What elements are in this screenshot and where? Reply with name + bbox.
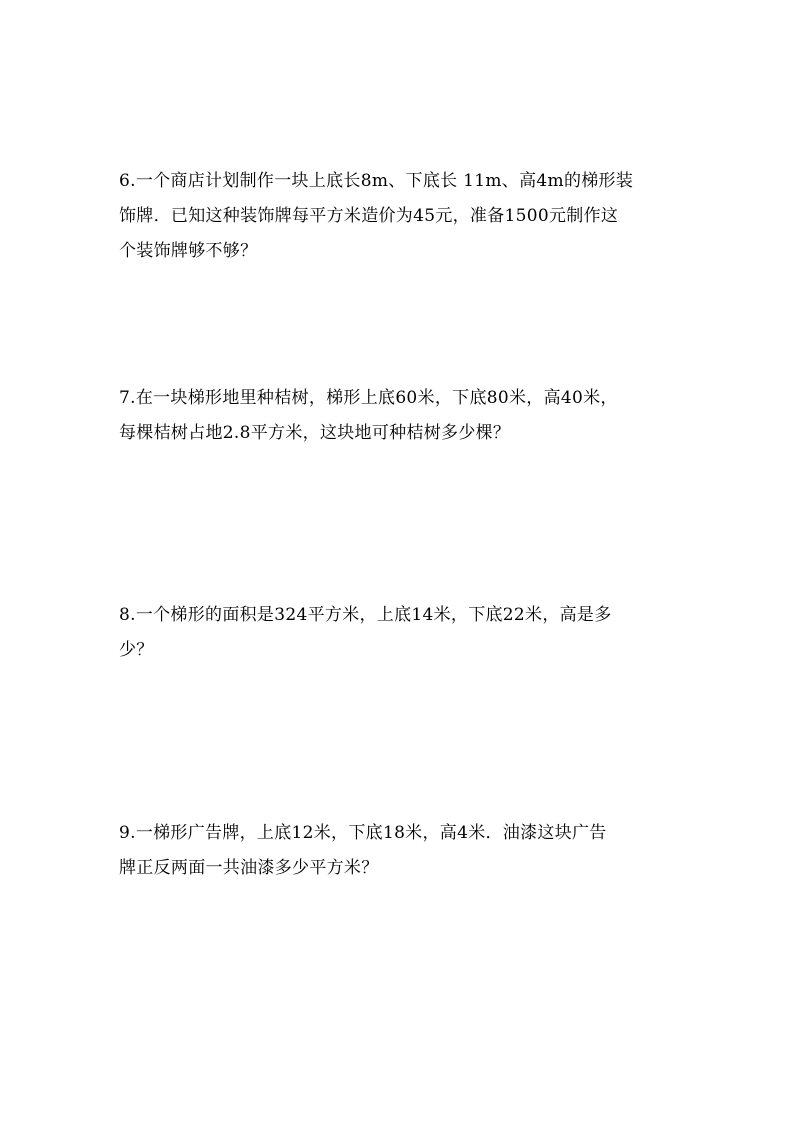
question-line: 6.一个商店计划制作一块上底长8m、下底长 11m、高4m的梯形装 [119,171,634,191]
question-6 [119,164,679,269]
question-line: 个装饰牌够不够？ [119,241,258,261]
question-line: 饰牌．已知这种装饰牌每平方米造价为45元，准备1500元制作这 [119,206,619,226]
question-line: 8.一个梯形的面积是324平方米，上底14米，下底22米，高是多 [119,605,612,625]
question-line: 7.在一块梯形地里种桔树，梯形上底60米，下底80米，高40米， [119,388,618,408]
question-8 [119,598,679,668]
question-line: 少？ [119,640,154,660]
question-line: 9.一梯形广告牌，上底12米，下底18米，高4米．油漆这块广告 [119,823,607,843]
question-line: 牌正反两面一共油漆多少平方米？ [119,858,379,878]
question-7 [119,381,679,451]
question-9 [119,816,679,886]
question-line: 每棵桔树占地2.8平方米，这块地可种桔树多少棵？ [119,423,511,443]
